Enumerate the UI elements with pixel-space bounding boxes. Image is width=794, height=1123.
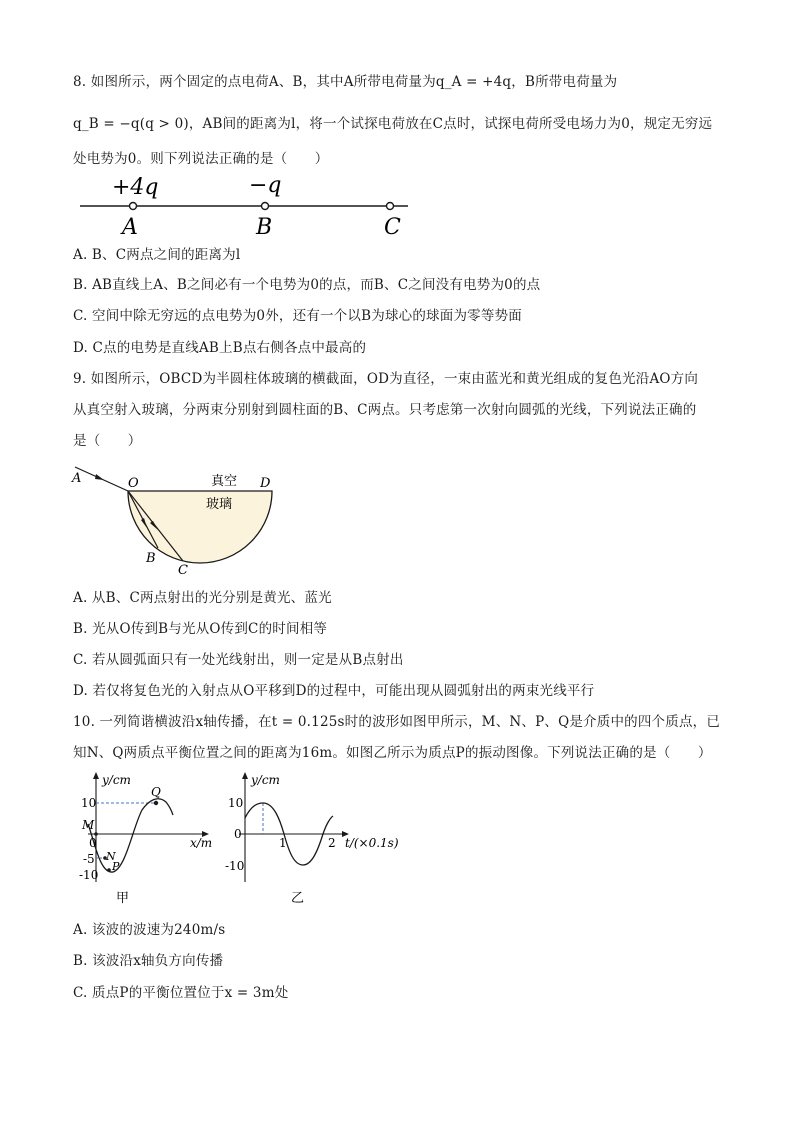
q9-label-c: C <box>178 563 188 578</box>
q10a-point-p <box>107 868 111 872</box>
q10a-waveform <box>88 799 173 872</box>
q10a-tick-0: 0 <box>89 836 97 850</box>
q8-option-c: C. 空间中除无穷远的点电势为0外，还有一个以B为球心的球面为零等势面 <box>73 308 522 324</box>
q10a-tick-m5: -5 <box>83 852 95 866</box>
q10a-y-arrow <box>93 772 99 779</box>
q10-option-b: B. 该波沿x轴负方向传播 <box>73 953 224 969</box>
q10-stem-line2: 知N、Q两质点平衡位置之间的距离为16m。如图乙所示为质点P的振动图像。下列说法正确的是（ ） <box>73 745 712 761</box>
q10a-point-q <box>154 801 158 805</box>
q10a-tick-m10: -10 <box>79 868 99 882</box>
q9-option-c: C. 若从圆弧面只有一处光线射出，则一定是从B点射出 <box>73 652 404 668</box>
q8-point-c <box>387 203 394 210</box>
q9-label-glass: 玻璃 <box>206 497 233 512</box>
q8-stem-line1: 8. 如图所示，两个固定的点电荷A、B，其中A所带电荷量为q_A = +4q，B所带电荷量为 <box>73 74 618 90</box>
q8-option-b: B. AB直线上A、B之间必有一个电势为0的点，而B、C之间没有电势为0的点 <box>73 277 541 293</box>
q10a-label-p: P <box>112 860 120 873</box>
q10a-label-n: N <box>106 850 116 863</box>
q9-label-o: O <box>128 476 139 491</box>
q10b-caption: 乙 <box>291 891 305 906</box>
q10-option-c: C. 质点P的平衡位置位于x = 3m处 <box>73 985 289 1001</box>
q8-option-a: A. B、C两点之间的距离为l <box>73 247 241 263</box>
q8-charge-b: −q <box>249 173 282 198</box>
q9-label-d: D <box>260 476 271 491</box>
q10b-y-arrow <box>242 772 248 779</box>
q10b-tick-t1: 1 <box>279 836 287 850</box>
q9-stem-line2: 从真空射入玻璃，分两束分别射到圆柱面的B、C两点。只考虑第一次射向圆弧的光线，下列说法正确的 <box>73 402 697 418</box>
q10a-xlabel: x/m <box>190 836 213 850</box>
q8-point-a <box>130 203 137 210</box>
q10-option-a: A. 该波的波速为240m/s <box>73 922 226 938</box>
q8-label-b: B <box>256 215 273 240</box>
q10b-tick-0: 0 <box>234 827 242 841</box>
q10-stem-line1: 10. 一列简谐横波沿x轴传播，在t = 0.125s时的波形如图甲所示，M、N、P、Q是介质中的四个质点，已 <box>73 714 721 730</box>
q10a-caption: 甲 <box>116 891 130 906</box>
q10b-tick-t2: 2 <box>328 836 336 850</box>
q8-label-c: C <box>384 215 401 240</box>
q10b-tick-m10: -10 <box>225 859 245 873</box>
q9-stem-line3: 是（ ） <box>73 433 142 449</box>
q10b-tick-10: 10 <box>228 796 244 810</box>
q9-figure <box>70 460 280 580</box>
q10b-xlabel: t/(×0.1s) <box>345 836 399 850</box>
q10b-ylabel: y/cm <box>251 773 280 787</box>
q8-option-d: D. C点的电势是直线AB上B点右侧各点中最高的 <box>73 340 367 356</box>
q10-figure-a <box>78 770 223 905</box>
q10a-tick-10: 10 <box>81 796 97 810</box>
q9-label-b: B <box>146 551 156 566</box>
q9-label-a: A <box>72 471 82 486</box>
q10-figure-b <box>222 770 407 905</box>
q9-option-d: D. 若仅将复色光的入射点从O平移到D的过程中，可能出现从圆弧射出的两束光线平行 <box>73 683 595 699</box>
q9-option-a: A. 从B、C两点射出的光分别是黄光、蓝光 <box>73 590 332 606</box>
q9-incident-arrow <box>95 474 104 480</box>
q10a-label-m: M <box>82 818 95 832</box>
q8-label-a: A <box>122 215 138 240</box>
q10a-ylabel: y/cm <box>102 773 131 787</box>
q8-stem-line3: 处电势为0。则下列说法正确的是（ ） <box>73 151 329 167</box>
q8-point-b <box>262 203 269 210</box>
q9-stem-line1: 9. 如图所示，OBCD为半圆柱体玻璃的横截面，OD为直径，一束由蓝光和黄光组成的复色光沿AO方向 <box>73 371 699 387</box>
q8-figure <box>80 172 410 238</box>
q9-option-b: B. 光从O传到B与光从O传到C的时间相等 <box>73 621 328 637</box>
q8-charge-a: +4q <box>112 175 159 200</box>
q8-stem-line2: q_B = −q(q > 0)，AB间的距离为l，将一个试探电荷放在C点时，试探电荷所受电场力为0，规定无穷远 <box>73 116 713 132</box>
q9-label-vacuum: 真空 <box>211 474 238 489</box>
q10a-label-q: Q <box>151 785 161 799</box>
